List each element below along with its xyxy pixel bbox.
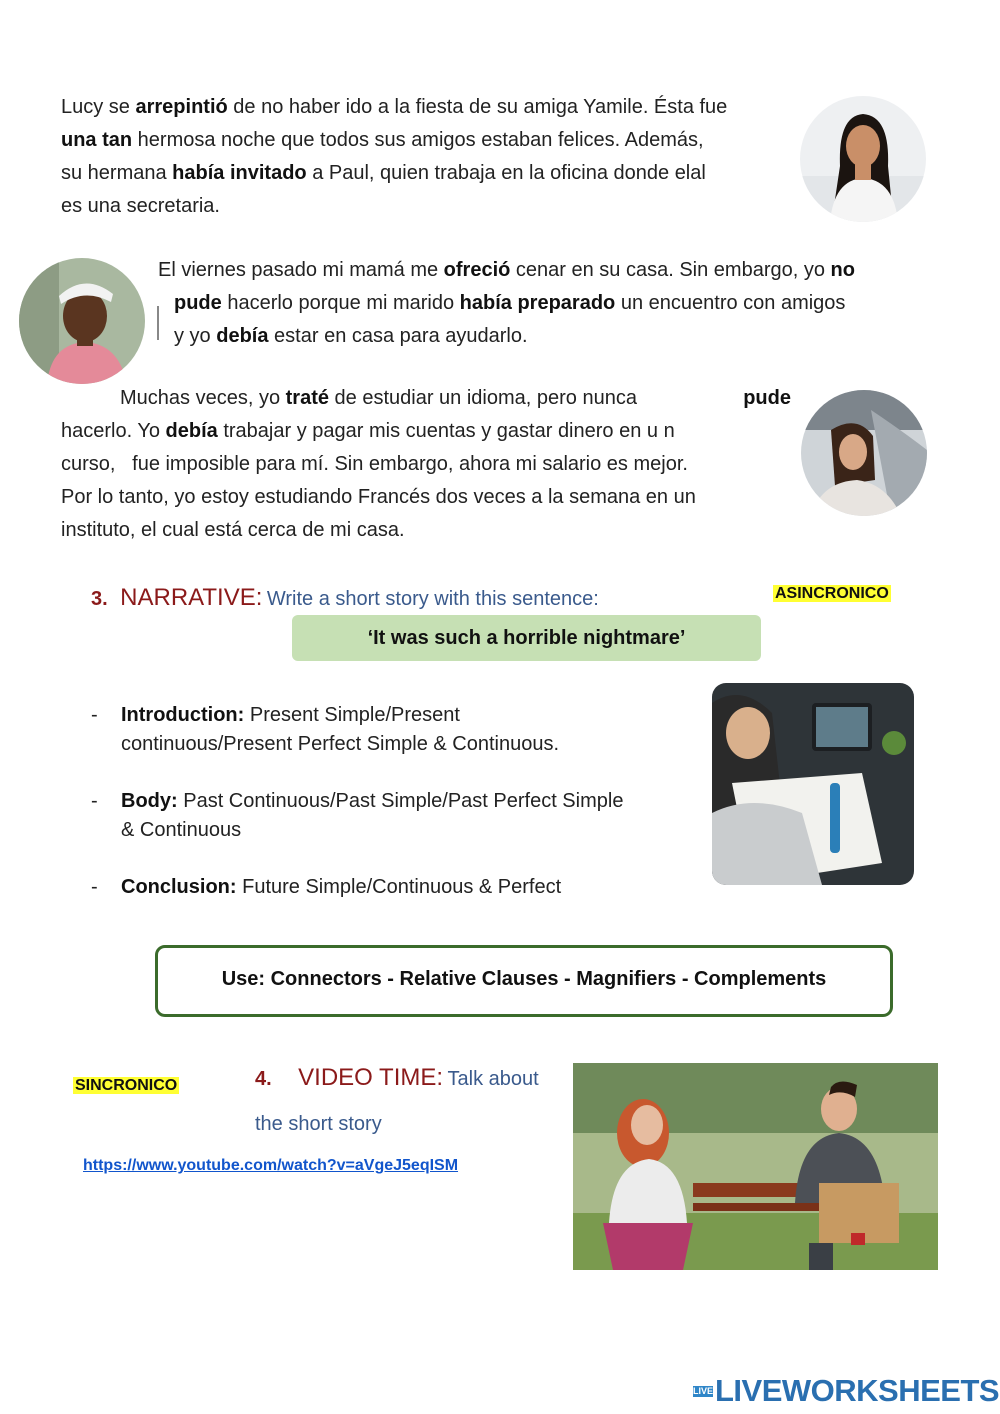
section-4-title: VIDEO TIME:	[298, 1064, 444, 1091]
paragraph-viernes: El viernes pasado mi mamá me ofreció cenar en su casa. Sin embargo, yo no pude hacerlo porque mi marido había preparado un encuentro con amigos y yo debía estar en casa para ayudarlo.	[158, 259, 855, 347]
smiling-woman-photo	[19, 258, 145, 384]
section-4-heading	[255, 1064, 539, 1092]
liveworksheets-wordmark: LIVEWORKSHEETS	[715, 1373, 1000, 1408]
sentence-box	[292, 615, 761, 661]
asincronico-tag: ASINCRONICO	[775, 585, 889, 602]
paragraph-muchas-veces: Muchas veces, yo traté de estudiar un idioma, pero nunca pude hacerlo. Yo debía trabajar y pagar mis cuentas y gastar dinero en u n curso, fue imposible para mí. Sin embargo, ahora mi salario es mejor. Por lo tanto, yo estoy estudiando Francés dos veces a la semana en un instituto, el cual está cerca de mi casa.	[61, 387, 791, 541]
section-4-prompt: Talk about	[447, 1068, 539, 1090]
section-3-heading	[91, 584, 599, 612]
youtube-link[interactable]: https://www.youtube.com/watch?v=aVgeJ5eqISM	[83, 1157, 459, 1174]
section-title: NARRATIVE:	[120, 584, 263, 611]
bullet-introduction: - Introduction: Present Simple/Present continuous/Present Perfect Simple & Continuous.	[91, 704, 560, 755]
section-number: 3.	[91, 588, 108, 610]
sentence-text: ‘It was such a horrible nightmare’	[367, 627, 686, 649]
bullet-conclusion: - Conclusion: Future Simple/Continuous & Perfect	[91, 876, 562, 898]
sincronico-tag: SINCRONICO	[75, 1077, 178, 1094]
paragraph-lucy: Lucy se arrepintió de no haber ido a la fiesta de su amiga Yamile. Ésta fue una tan hermosa noche que todos sus amigos estaban felices. Además, su hermana había invitado a Paul, quien trabaja en la oficina donde elal es una secretaria.	[61, 96, 728, 217]
section-4-number: 4.	[255, 1068, 272, 1090]
video-thumbnail[interactable]	[573, 1063, 938, 1270]
bullet-body: - Body: Past Continuous/Past Simple/Past Perfect Simple & Continuous	[91, 790, 624, 841]
use-box-text: Use: Connectors - Relative Clauses - Magnifiers - Complements	[221, 968, 827, 990]
bullet-list	[91, 701, 701, 902]
liveworksheets-logo	[693, 1373, 999, 1409]
liveworksheets-logo-mark: LIVE	[693, 1385, 714, 1396]
section-prompt: Write a short story with this sentence:	[266, 588, 599, 610]
tired-woman-car-photo	[801, 390, 927, 516]
use-box	[155, 945, 893, 1017]
section-4-prompt-line2: the short story	[255, 1113, 382, 1135]
woman-portrait-photo	[800, 96, 926, 222]
student-studying-photo	[712, 683, 914, 885]
